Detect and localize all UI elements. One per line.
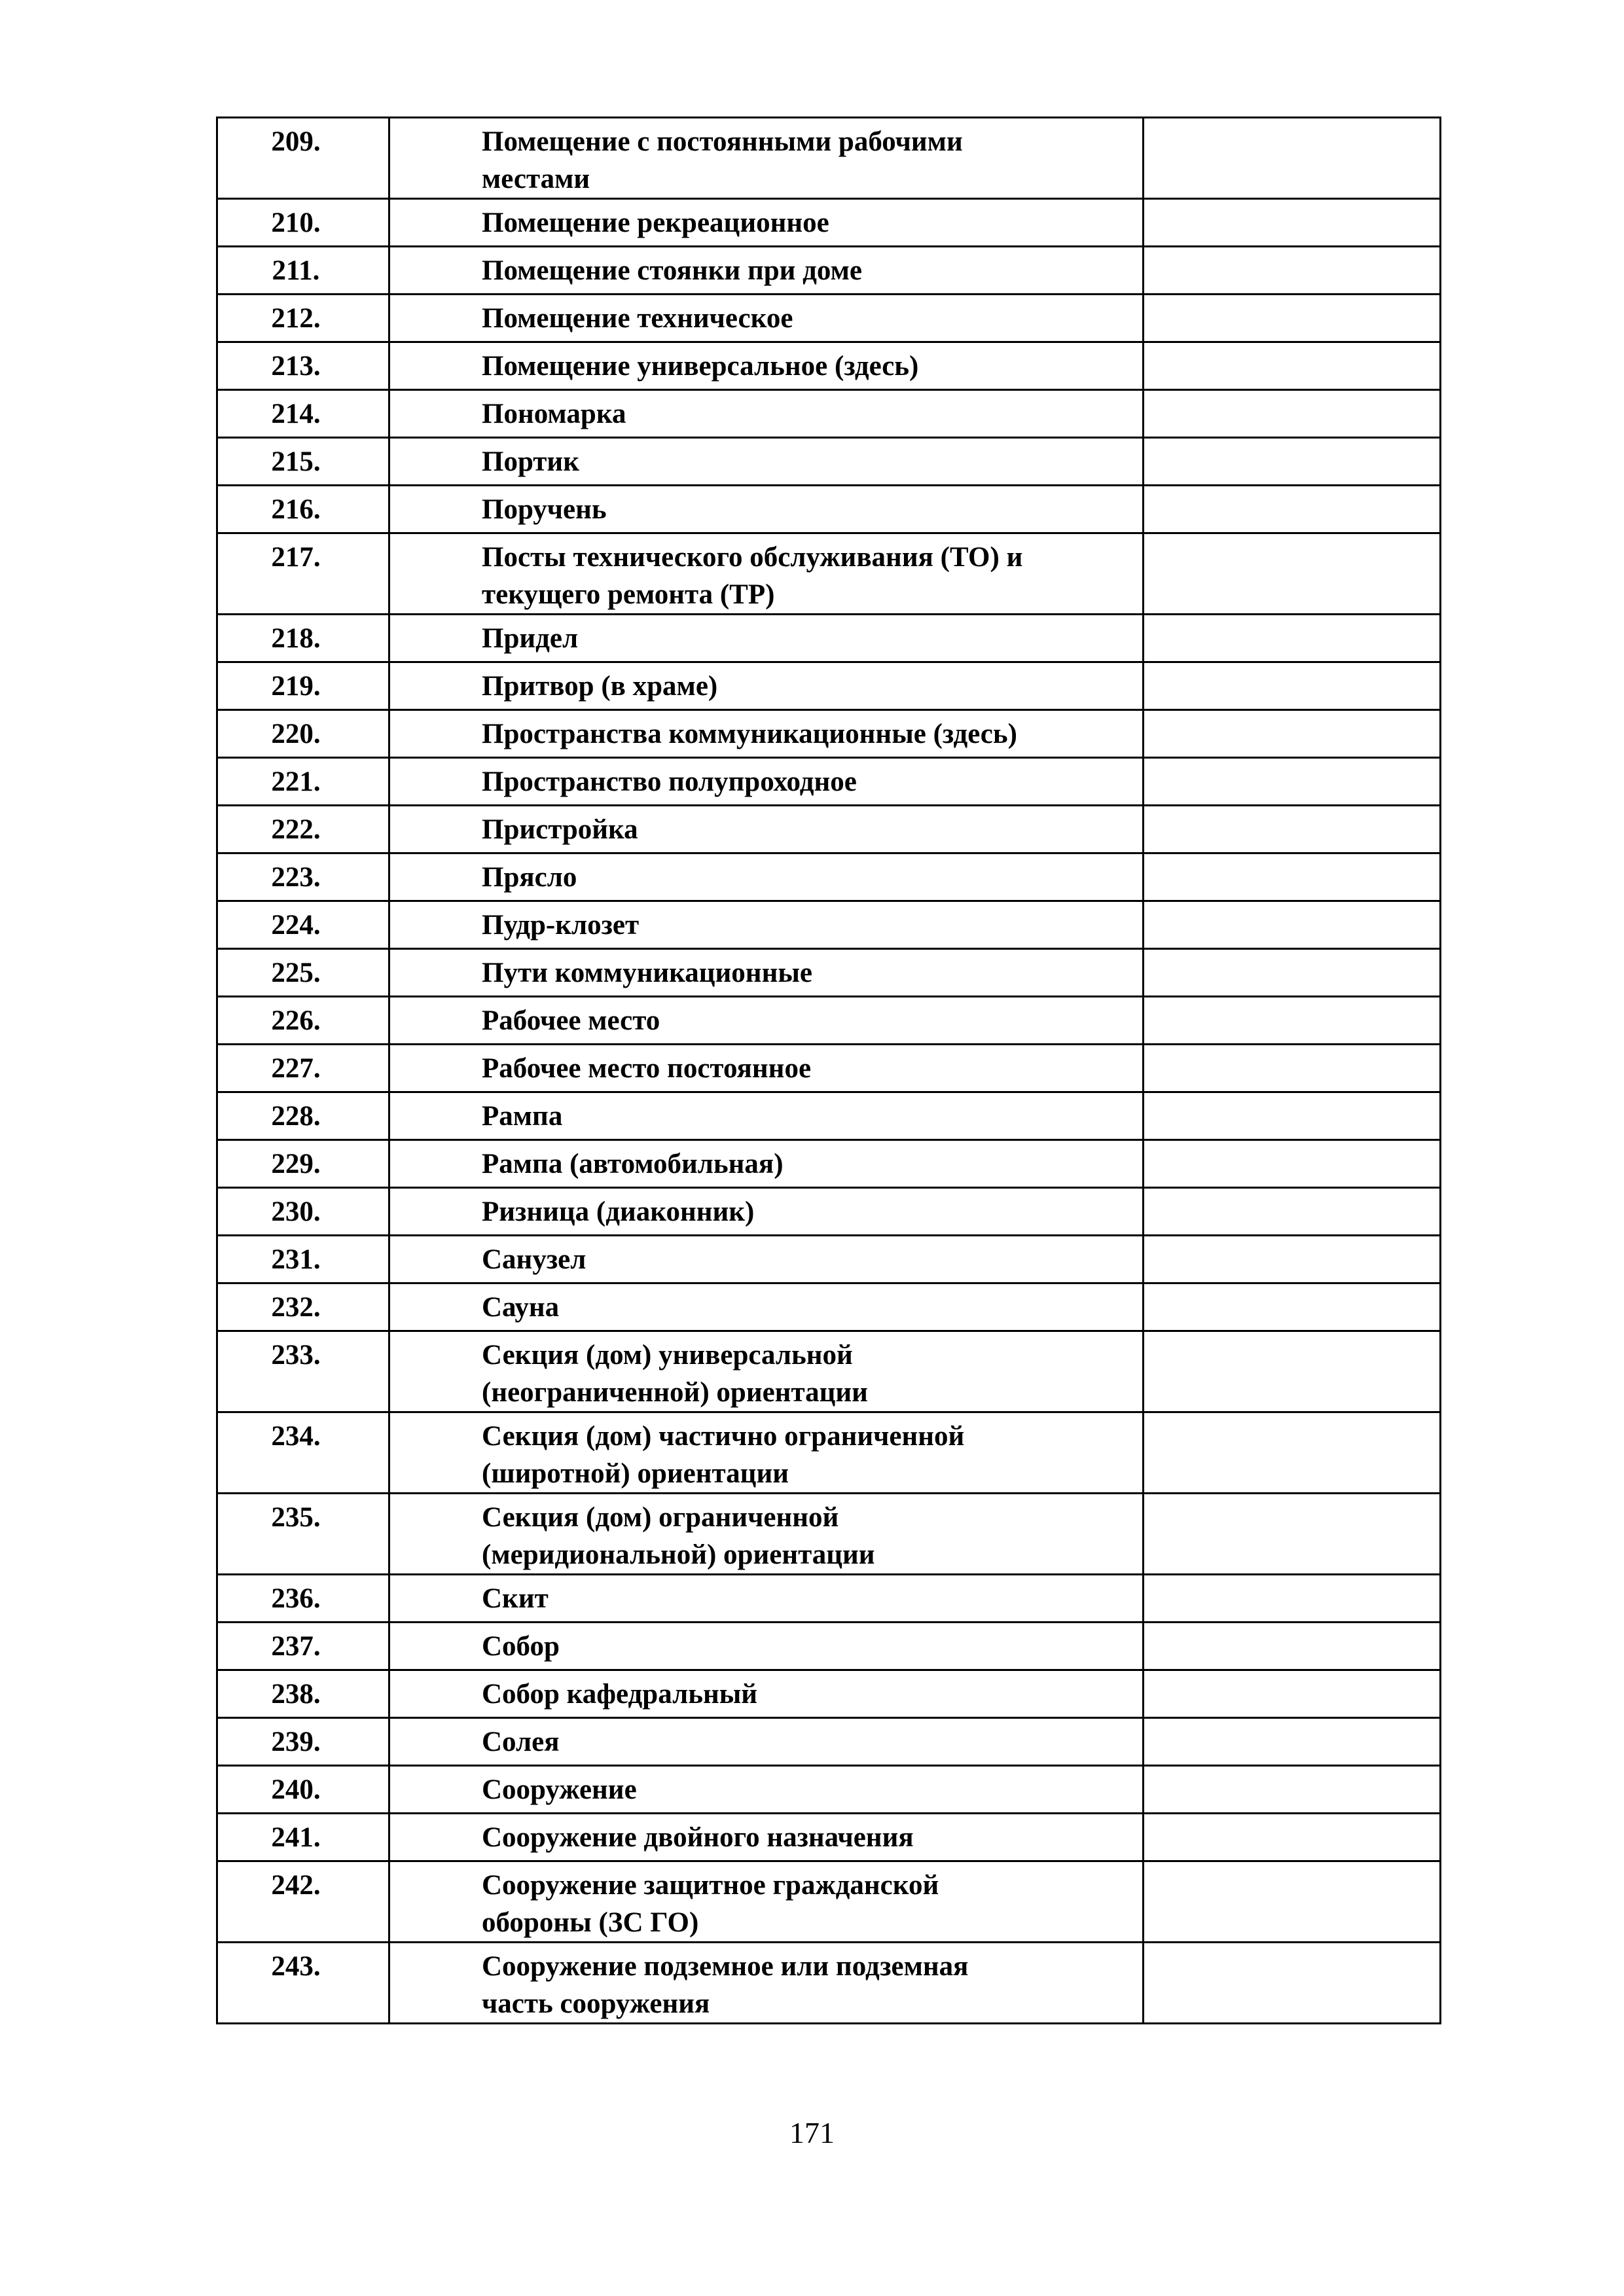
term-text-line: Посты технического обслуживания (ТО) и <box>482 542 1023 573</box>
empty-cell <box>1144 1412 1441 1494</box>
table-row <box>217 1140 1441 1188</box>
empty-cell <box>1144 806 1441 853</box>
row-number: 229. <box>217 1140 389 1188</box>
term-cell <box>389 615 1144 662</box>
table-row <box>217 1861 1441 1943</box>
row-number: 235. <box>217 1494 389 1575</box>
term-text-line: Пространство полупроходное <box>482 766 857 797</box>
table-row <box>217 1718 1441 1766</box>
empty-cell <box>1144 1623 1441 1670</box>
table-row <box>217 1623 1441 1670</box>
term-text-line: Сооружение двойного назначения <box>482 1822 914 1853</box>
table-row <box>217 118 1441 199</box>
term-text-line: Помещение рекреационное <box>482 207 829 238</box>
empty-cell <box>1144 901 1441 949</box>
term-text-line: Ризница (диаконник) <box>482 1196 755 1227</box>
table-row <box>217 758 1441 806</box>
empty-cell <box>1144 1140 1441 1188</box>
page-number: 171 <box>789 2116 835 2149</box>
term-cell <box>389 390 1144 438</box>
row-number: 223. <box>217 853 389 901</box>
empty-cell <box>1144 1331 1441 1412</box>
term-text-line: Рабочее место постоянное <box>482 1053 812 1084</box>
term-text-line: Сооружение <box>482 1774 637 1805</box>
table-row <box>217 295 1441 342</box>
table-row <box>217 1494 1441 1575</box>
table-row <box>217 806 1441 853</box>
term-text-line: Санузел <box>482 1244 586 1275</box>
term-cell <box>389 1943 1144 2024</box>
term-text-line: текущего ремонта (ТР) <box>482 579 775 610</box>
term-text-line: Сооружение защитное гражданской <box>482 1870 939 1901</box>
row-number: 212. <box>217 295 389 342</box>
term-cell <box>389 901 1144 949</box>
term-text-line: Помещение техническое <box>482 303 793 334</box>
empty-cell <box>1144 342 1441 390</box>
term-text-line: (неограниченной) ориентации <box>482 1377 868 1408</box>
table-row <box>217 615 1441 662</box>
empty-cell <box>1144 1283 1441 1331</box>
term-cell <box>389 662 1144 710</box>
row-number: 236. <box>217 1575 389 1623</box>
table-row <box>217 1331 1441 1412</box>
term-cell <box>389 949 1144 997</box>
row-number: 226. <box>217 997 389 1045</box>
term-text-line: (широтной) ориентации <box>482 1458 789 1489</box>
row-number: 228. <box>217 1092 389 1140</box>
row-number: 210. <box>217 199 389 247</box>
row-number: 239. <box>217 1718 389 1766</box>
term-text-line: Притвор (в храме) <box>482 671 718 702</box>
term-text-line: Пространства коммуникационные (здесь) <box>482 719 1017 749</box>
table-row <box>217 342 1441 390</box>
empty-cell <box>1144 1575 1441 1623</box>
empty-cell <box>1144 949 1441 997</box>
table-row <box>217 199 1441 247</box>
empty-cell <box>1144 486 1441 533</box>
row-number: 234. <box>217 1412 389 1494</box>
term-text-line: Секция (дом) ограниченной <box>482 1502 839 1533</box>
term-cell <box>389 1494 1144 1575</box>
term-text-line: Помещение универсальное (здесь) <box>482 351 919 382</box>
row-number: 209. <box>217 118 389 199</box>
term-cell <box>389 1718 1144 1766</box>
term-text-line: Прясло <box>482 862 577 893</box>
row-number: 214. <box>217 390 389 438</box>
term-text-line: часть сооружения <box>482 1988 710 2019</box>
term-cell <box>389 1236 1144 1283</box>
empty-cell <box>1144 758 1441 806</box>
table-row <box>217 1670 1441 1718</box>
empty-cell <box>1144 1092 1441 1140</box>
empty-cell <box>1144 1766 1441 1814</box>
row-number: 224. <box>217 901 389 949</box>
term-text-line: Сауна <box>482 1292 560 1323</box>
term-cell <box>389 438 1144 486</box>
empty-cell <box>1144 1861 1441 1943</box>
empty-cell <box>1144 295 1441 342</box>
term-cell <box>389 295 1144 342</box>
table-row <box>217 1092 1441 1140</box>
table-row <box>217 486 1441 533</box>
row-number: 232. <box>217 1283 389 1331</box>
row-number: 219. <box>217 662 389 710</box>
term-text-line: Рабочее место <box>482 1005 660 1036</box>
term-cell <box>389 1861 1144 1943</box>
term-text-line: Пристройка <box>482 814 638 845</box>
row-number: 241. <box>217 1814 389 1861</box>
table-row <box>217 533 1441 615</box>
term-cell <box>389 710 1144 758</box>
empty-cell <box>1144 1814 1441 1861</box>
terms-table-body <box>217 118 1441 2024</box>
row-number: 216. <box>217 486 389 533</box>
empty-cell <box>1144 1188 1441 1236</box>
term-text-line: Портик <box>482 446 579 477</box>
term-text-line: Помещение с постоянными рабочими <box>482 126 963 157</box>
term-cell <box>389 486 1144 533</box>
empty-cell <box>1144 615 1441 662</box>
row-number: 221. <box>217 758 389 806</box>
empty-cell <box>1144 853 1441 901</box>
table-row <box>217 1283 1441 1331</box>
row-number: 243. <box>217 1943 389 2024</box>
table-row <box>217 662 1441 710</box>
term-cell <box>389 1045 1144 1092</box>
table-row <box>217 710 1441 758</box>
empty-cell <box>1144 199 1441 247</box>
empty-cell <box>1144 710 1441 758</box>
empty-cell <box>1144 997 1441 1045</box>
row-number: 215. <box>217 438 389 486</box>
table-row <box>217 949 1441 997</box>
term-text-line: местами <box>482 164 590 194</box>
term-cell <box>389 533 1144 615</box>
table-row <box>217 853 1441 901</box>
term-text-line: Сооружение подземное или подземная <box>482 1951 969 1982</box>
row-number: 213. <box>217 342 389 390</box>
term-cell <box>389 1623 1144 1670</box>
empty-cell <box>1144 662 1441 710</box>
table-row <box>217 1814 1441 1861</box>
empty-cell <box>1144 1943 1441 2024</box>
row-number: 225. <box>217 949 389 997</box>
empty-cell <box>1144 1670 1441 1718</box>
empty-cell <box>1144 247 1441 295</box>
table-row <box>217 1236 1441 1283</box>
terms-table <box>216 117 1441 2024</box>
row-number: 217. <box>217 533 389 615</box>
term-cell <box>389 997 1144 1045</box>
term-cell <box>389 1331 1144 1412</box>
row-number: 230. <box>217 1188 389 1236</box>
table-row <box>217 901 1441 949</box>
table-row <box>217 1575 1441 1623</box>
table-row <box>217 390 1441 438</box>
term-text-line: Солея <box>482 1727 560 1757</box>
term-cell <box>389 1092 1144 1140</box>
term-text-line: Помещение стоянки при доме <box>482 255 862 286</box>
term-text-line: Пути коммуникационные <box>482 958 812 988</box>
term-cell <box>389 1670 1144 1718</box>
table-row <box>217 1943 1441 2024</box>
empty-cell <box>1144 1494 1441 1575</box>
term-cell <box>389 853 1144 901</box>
term-text-line: Собор <box>482 1631 560 1662</box>
row-number: 233. <box>217 1331 389 1412</box>
term-cell <box>389 806 1144 853</box>
empty-cell <box>1144 438 1441 486</box>
term-cell <box>389 1766 1144 1814</box>
table-row <box>217 1766 1441 1814</box>
row-number: 238. <box>217 1670 389 1718</box>
term-text-line: Секция (дом) универсальной <box>482 1340 853 1371</box>
row-number: 218. <box>217 615 389 662</box>
table-row <box>217 997 1441 1045</box>
term-cell <box>389 1814 1144 1861</box>
term-cell <box>389 247 1144 295</box>
empty-cell <box>1144 1045 1441 1092</box>
term-cell <box>389 199 1144 247</box>
table-row <box>217 1188 1441 1236</box>
term-text-line: Пудр-клозет <box>482 910 640 941</box>
term-cell <box>389 118 1144 199</box>
row-number: 240. <box>217 1766 389 1814</box>
term-text-line: Рампа (автомобильная) <box>482 1149 784 1179</box>
term-text-line: Собор кафедральный <box>482 1679 758 1710</box>
row-number: 211. <box>217 247 389 295</box>
empty-cell <box>1144 390 1441 438</box>
term-cell <box>389 1283 1144 1331</box>
term-text-line: Рампа <box>482 1101 563 1132</box>
empty-cell <box>1144 118 1441 199</box>
term-cell <box>389 1412 1144 1494</box>
term-text-line: Пономарка <box>482 399 626 429</box>
table-row <box>217 438 1441 486</box>
term-text-line: Придел <box>482 623 579 654</box>
term-text-line: Секция (дом) частично ограниченной <box>482 1421 965 1452</box>
empty-cell <box>1144 1718 1441 1766</box>
row-number: 231. <box>217 1236 389 1283</box>
row-number: 222. <box>217 806 389 853</box>
term-text-line: (меридиональной) ориентации <box>482 1539 875 1570</box>
term-cell <box>389 1140 1144 1188</box>
term-text-line: Поручень <box>482 494 607 525</box>
term-cell <box>389 1575 1144 1623</box>
empty-cell <box>1144 1236 1441 1283</box>
empty-cell <box>1144 533 1441 615</box>
term-cell <box>389 758 1144 806</box>
row-number: 220. <box>217 710 389 758</box>
row-number: 242. <box>217 1861 389 1943</box>
term-text-line: обороны (ЗС ГО) <box>482 1907 699 1938</box>
row-number: 237. <box>217 1623 389 1670</box>
row-number: 227. <box>217 1045 389 1092</box>
table-row <box>217 1045 1441 1092</box>
term-cell <box>389 342 1144 390</box>
term-text-line: Скит <box>482 1583 549 1614</box>
table-row <box>217 1412 1441 1494</box>
table-row <box>217 247 1441 295</box>
term-cell <box>389 1188 1144 1236</box>
